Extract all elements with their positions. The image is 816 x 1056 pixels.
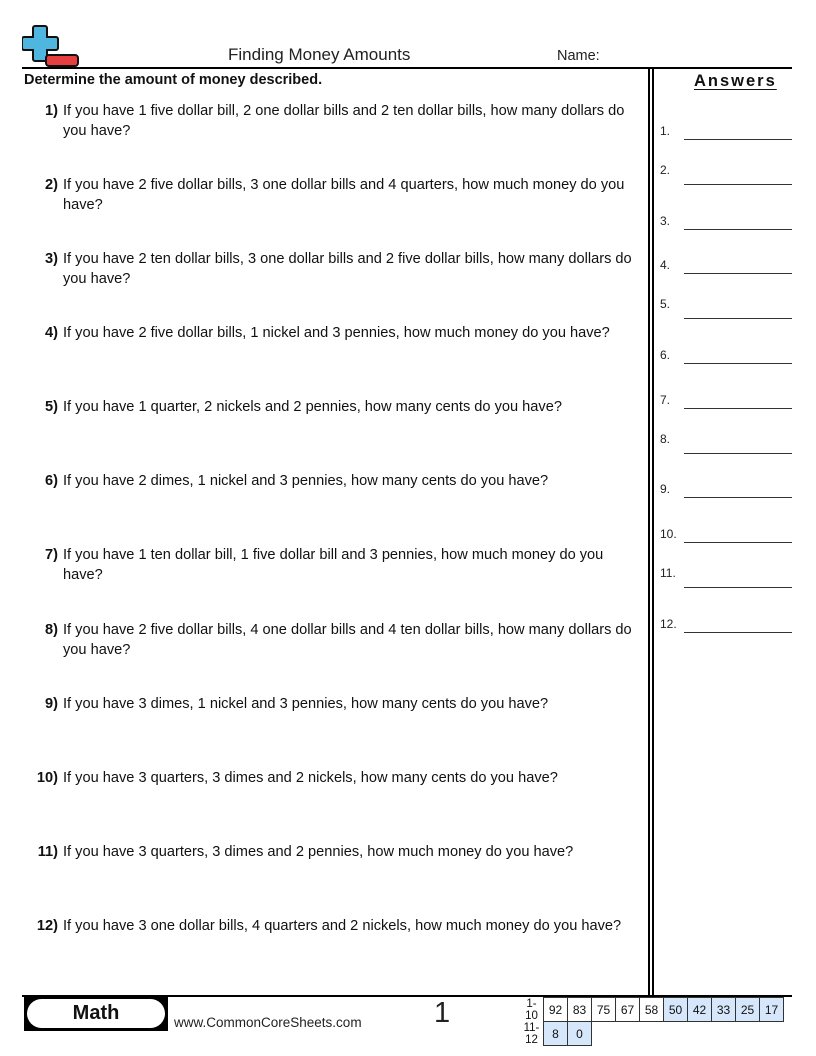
score-table [520, 997, 784, 1046]
answer-number: 2. [660, 162, 671, 177]
answer-line[interactable] [684, 542, 792, 543]
answer-number: 4. [660, 258, 671, 273]
question-text: If you have 3 dimes, 1 nickel and 3 pennies, how many cents do you have? [63, 696, 549, 712]
score-cell: 83 [568, 998, 592, 1022]
question-number: 4) [45, 325, 58, 341]
question-number: 2) [45, 177, 58, 193]
answer-line[interactable] [684, 139, 792, 140]
answer-blank[interactable] [660, 162, 792, 185]
score-cell: 75 [592, 998, 616, 1022]
question-item [22, 101, 647, 141]
score-cell: 8 [544, 1022, 568, 1046]
answers-heading: Answers [694, 72, 777, 90]
answer-blank[interactable] [660, 478, 792, 498]
score-cell: 42 [688, 998, 712, 1022]
question-item [22, 471, 647, 491]
answer-blank[interactable] [660, 568, 792, 588]
question-text: If you have 1 quarter, 2 nickels and 2 pennies, how many cents do you have? [63, 399, 562, 415]
question-text: If you have 3 quarters, 3 dimes and 2 pennies, how much money do you have? [63, 844, 574, 860]
question-number: 1) [45, 103, 58, 119]
answer-number: 8. [660, 431, 671, 446]
question-item [22, 175, 647, 215]
question-number: 8) [45, 622, 58, 638]
instructions: Determine the amount of money described. [24, 72, 323, 88]
header-divider [22, 67, 792, 69]
answer-line[interactable] [684, 587, 792, 588]
answer-blank[interactable] [660, 120, 792, 140]
question-item [22, 323, 647, 343]
answer-line[interactable] [684, 497, 792, 498]
question-text: If you have 2 five dollar bills, 1 nickel and 3 pennies, how much money do you have? [63, 325, 610, 341]
question-text: If you have 1 five dollar bill, 2 one dollar bills and 2 ten dollar bills, how many dollars do you have? [63, 103, 625, 139]
answer-blank[interactable] [660, 210, 792, 230]
answer-number: 12. [660, 616, 677, 631]
answer-line[interactable] [684, 184, 792, 185]
answer-number: 9. [660, 482, 671, 497]
question-item [22, 768, 647, 788]
question-number: 9) [45, 696, 58, 712]
score-cell: 58 [640, 998, 664, 1022]
answer-blank[interactable] [660, 523, 792, 543]
answer-line[interactable] [684, 229, 792, 230]
score-cell: 92 [544, 998, 568, 1022]
answer-blank[interactable] [660, 389, 792, 409]
subject-badge [24, 996, 168, 1031]
score-row-label: 1-10 [525, 997, 538, 1022]
score-cell: 25 [736, 998, 760, 1022]
answer-number: 1. [660, 124, 671, 138]
answer-line[interactable] [684, 632, 792, 633]
worksheet-title: Finding Money Amounts [228, 45, 411, 64]
question-text: If you have 1 ten dollar bill, 1 five dollar bill and 3 pennies, how much money do you have? [63, 547, 604, 583]
score-cell: 50 [664, 998, 688, 1022]
page-number: 1 [434, 997, 451, 1029]
answer-line[interactable] [684, 363, 792, 364]
score-cell: 17 [760, 998, 784, 1022]
score-cell: 0 [568, 1022, 592, 1046]
answer-blank[interactable] [660, 344, 792, 364]
answer-number: 10. [660, 527, 677, 542]
answer-number: 5. [660, 297, 671, 312]
name-label: Name: [557, 48, 600, 64]
question-number: 11) [37, 844, 58, 860]
question-text: If you have 2 five dollar bills, 4 one dollar bills and 4 ten dollar bills, how many dollars do you have? [63, 622, 632, 658]
question-text: If you have 2 ten dollar bills, 3 one dollar bills and 2 five dollar bills, how many dollars do you have? [63, 251, 632, 287]
subject-label: Math [27, 999, 165, 1028]
answer-line[interactable] [684, 273, 792, 274]
question-number: 12) [36, 918, 58, 934]
score-cell: 33 [712, 998, 736, 1022]
column-divider [648, 69, 654, 996]
question-text: If you have 2 five dollar bills, 3 one dollar bills and 4 quarters, how much money do you have? [63, 177, 625, 213]
plus-minus-logo-icon [22, 24, 80, 68]
website-link[interactable]: www.CommonCoreSheets.com [174, 1015, 362, 1030]
question-number: 10) [36, 770, 58, 786]
question-number: 5) [45, 399, 58, 415]
answer-number: 11. [660, 566, 676, 580]
question-number: 3) [45, 251, 58, 267]
question-item [22, 842, 647, 862]
question-item [22, 694, 647, 714]
question-text: If you have 3 one dollar bills, 4 quarters and 2 nickels, how much money do you have? [63, 918, 622, 934]
answer-line[interactable] [684, 408, 792, 409]
score-cell: 67 [616, 998, 640, 1022]
question-item [22, 620, 647, 660]
question-item [22, 397, 647, 417]
question-number: 7) [45, 547, 58, 563]
score-row [520, 998, 784, 1022]
question-item [22, 916, 647, 936]
answer-blank[interactable] [660, 431, 792, 454]
answer-number: 6. [660, 348, 671, 362]
score-row [520, 1022, 784, 1046]
answer-blank[interactable] [660, 299, 792, 319]
answer-number: 3. [660, 213, 671, 228]
score-grid [520, 997, 784, 1046]
answer-line[interactable] [684, 453, 792, 454]
answer-line[interactable] [684, 318, 792, 319]
question-text: If you have 2 dimes, 1 nickel and 3 pennies, how many cents do you have? [63, 473, 549, 489]
answer-blank[interactable] [660, 254, 792, 274]
score-row-label: 11-12 [523, 1021, 540, 1046]
question-item [22, 545, 647, 585]
answer-blank[interactable] [660, 613, 792, 633]
answer-number: 7. [660, 392, 671, 407]
question-number: 6) [45, 473, 58, 489]
question-text: If you have 3 quarters, 3 dimes and 2 nickels, how many cents do you have? [63, 770, 558, 786]
question-item [22, 249, 647, 289]
